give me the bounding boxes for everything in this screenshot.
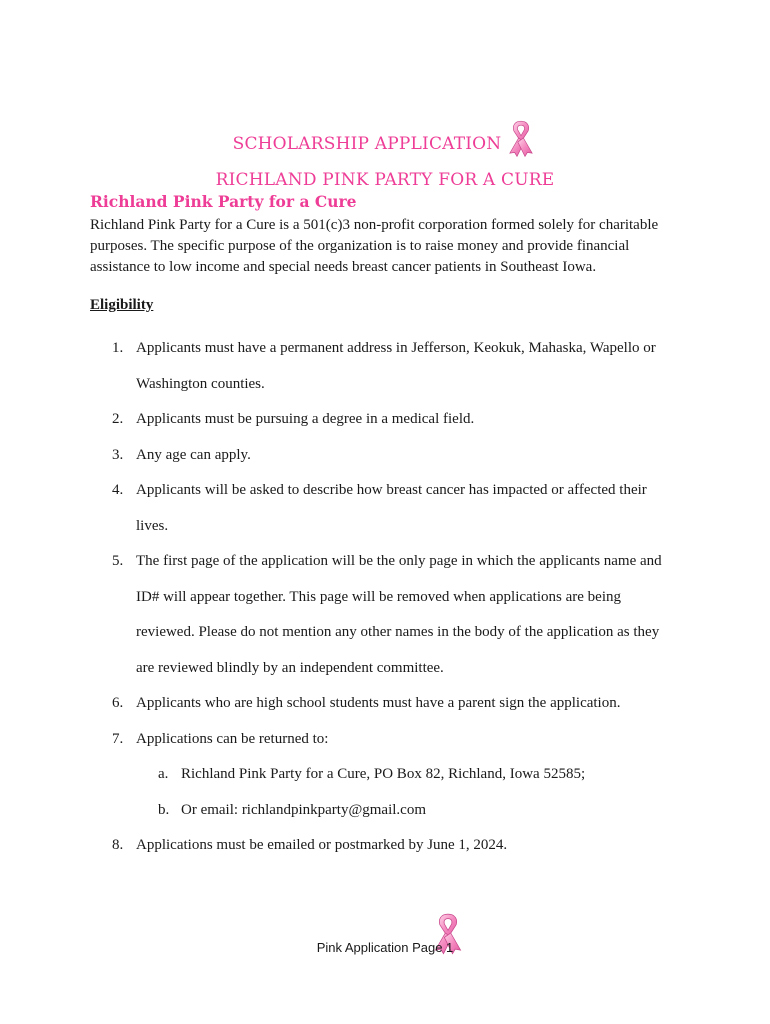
return-option-email [136,793,690,829]
title-block [0,117,770,193]
list-item-text: are reviewed blindly by an independent committee. [136,659,444,676]
list-item-text: ID# will appear together. This page will be removed when applications are being [136,588,621,605]
list-number: 5. [112,553,124,569]
page-subtitle: RICHLAND PINK PARTY FOR A CURE [215,170,555,190]
list-item-text: Applicants must have a permanent address in Jefferson, Keokuk, Mahaska, Wapello or [136,340,656,356]
email-address: Or email: richlandpinkparty@gmail.com [181,801,426,818]
org-description [90,215,680,278]
list-letter: a. [158,766,169,782]
title-line-1 [0,117,770,167]
list-number: 3. [112,446,124,463]
list-item [90,402,690,438]
list-item-text: reviewed. Please do not mention any other names in the body of the application as they [136,624,660,640]
list-item [90,686,690,722]
return-options-list [136,757,690,828]
org-description-text: Richland Pink Party for a Cure is a 501(c)3 non-profit corporation formed solely for charitable purposes. The specific purpose of the organization is to raise money and provide financial assistance to low income and special needs breast cancer patients in Southeast Iowa. [90,217,659,275]
list-item-text: The first page of the application will be the only page in which the applicants name and [136,553,662,569]
list-number: 7. [112,730,124,747]
list-item [90,828,690,864]
list-item [90,473,690,544]
list-item [90,544,690,686]
page-title: SCHOLARSHIP APPLICATION [232,134,502,154]
list-item-text: Washington counties. [136,375,265,392]
list-item-text: Applications must be emailed or postmarked by June 1, 2024. [136,837,508,853]
list-item-text: Applicants who are high school students must have a parent sign the application. [136,695,621,711]
pink-ribbon-icon [505,117,537,167]
list-letter: b. [158,801,170,818]
org-heading: Richland Pink Party for a Cure [90,192,357,211]
page-footer [0,940,770,955]
list-item-text: Applicants will be asked to describe how breast cancer has impacted or affected their [136,482,647,498]
return-option-postal [136,757,690,793]
list-number: 2. [112,411,124,427]
eligibility-list [90,331,690,864]
list-item-text: lives. [136,517,169,534]
list-number: 8. [112,837,124,853]
list-item [90,438,690,474]
postal-address: Richland Pink Party for a Cure, PO Box 82, Richland, Iowa 52585; [181,766,586,782]
list-item [90,722,690,829]
list-item-text: Applicants must be pursuing a degree in a medical field. [136,411,475,427]
list-number: 6. [112,695,124,711]
list-item [90,331,690,402]
list-item-text: Any age can apply. [136,446,251,463]
eligibility-heading: Eligibility [90,297,154,313]
list-number: 1. [112,340,124,356]
list-number: 4. [112,482,124,498]
page-number: Pink Application Page 1 [316,940,454,955]
list-item-text: Applications can be returned to: [136,730,329,747]
